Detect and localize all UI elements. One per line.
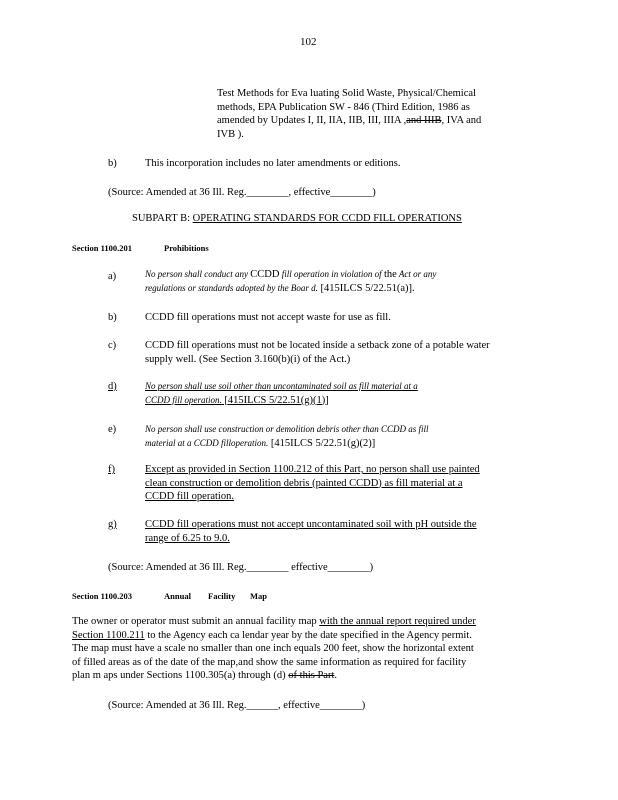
item-a-normal-1: CCDD [250,269,280,280]
item-b-top-label: b) [108,158,117,169]
item-d-label: d) [108,381,117,392]
intro-line-1: Test Methods for Eva luating Solid Waste, Physical/Chemical [217,88,476,99]
subpart-title: OPERATING STANDARDS FOR CCDD FILL OPERATIONS [192,213,462,224]
item-b-label: b) [108,312,117,323]
source-note-2: (Source: Amended at 36 Ill. Reg.________ effective________) [108,562,374,573]
section-203-number: Section 1100.203 [72,591,132,601]
para-line-1-underlined: with the annual report required under [319,616,476,627]
para-line-3: The map must have a scale no smaller than one inch equals 200 feet, show the horizontal extent [72,643,474,654]
intro-line-3b: , IVA and [441,115,482,126]
para-line-2b: to the Agency each ca lendar year by the date specified in the Agency permit. [144,629,472,641]
item-g-text [145,518,477,545]
para-line-5b: . [334,670,337,681]
intro-line-4: IVB ). [217,128,244,140]
item-e-text [145,423,429,450]
para-line-2-underlined: Section 1100.211 [72,629,145,641]
source-note-1: (Source: Amended at 36 Ill. Reg.________, effective________) [108,187,376,198]
item-d-italic-2: CCDD fill operation. [145,394,222,405]
item-a-italic-2: fill operation in violation of [279,269,384,279]
item-f-line-2: clean construction or demolition debris (painted CCDD) as fill material at a [145,477,463,489]
item-a-citation: [415ILCS 5/22.51(a)]. [317,282,415,294]
item-a-italic-1: No person shall conduct any [145,269,251,279]
item-c-line-2: supply well. (See Section 3.160(b)(i) of the Act.) [145,353,351,365]
section-203-title-2: Facility [208,591,236,601]
section-201-number: Section 1100.201 [72,243,132,253]
item-c-line-1: CCDD fill operations must not be located inside a setback zone of a potable water [145,340,490,351]
item-f-text [145,463,480,504]
item-a-normal-2: the [383,269,397,280]
deleted-text-of-this-part: of this Part [288,670,335,681]
deleted-text-iiib: and IIIB [406,115,442,126]
item-e-label: e) [108,424,117,435]
para-line-4: of filled areas as of the date of the map,and show the same information as required for facility [72,656,467,668]
source-note-3: (Source: Amended at 36 Ill. Reg.______, effective________) [108,700,366,711]
item-e-citation: [415ILCS 5/22.51(g)(2)] [268,437,376,449]
item-f-line-3: CCDD fill operation. [145,491,234,502]
section-201-title: Prohibitions [164,243,209,253]
page-number: 102 [300,36,317,48]
item-a-italic-4: regulations or standards adopted by the Boar d. [145,282,318,293]
item-a-label: a) [108,271,117,282]
item-g-label: g) [108,519,117,530]
item-e-line-1: No person shall use construction or demolition debris other than CCDD as fill [145,424,429,434]
para-line-1a: The owner or operator must submit an annual facility map [72,616,320,627]
subpart-prefix: SUBPART B: [132,213,193,224]
section-203-title-1: Annual [164,591,191,601]
item-b-top-text: This incorporation includes no later amendments or editions. [145,158,401,169]
item-d-text [145,380,418,407]
intro-line-3a: amended by Updates I, II, IIA, IIB, III, IIIA , [217,115,407,126]
intro-line-3 [217,114,481,128]
item-a-text [145,268,436,295]
section-203-title-3: Map [250,591,267,601]
item-c-text [145,339,490,366]
item-g-line-1: CCDD fill operations must not accept uncontaminated soil with pH outside the [145,519,477,530]
intro-paragraph [217,87,481,141]
para-line-5a: plan m aps under Sections 1100.305(a) through (d) [72,670,289,681]
item-a-italic-3: Act or any [396,269,437,279]
intro-line-2: methods, EPA Publication SW - 846 (Third Edition, 1986 as [217,101,470,113]
item-b-text: CCDD fill operations must not accept waste for use as fill. [145,312,391,323]
item-d-line-1: No person shall use soil other than uncontaminated soil as fill material at a [145,381,418,391]
item-c-label: c) [108,340,117,351]
item-e-italic-2: material at a CCDD filloperation. [145,437,269,448]
item-f-line-1: Except as provided in Section 1100.212 of this Part, no person shall use painted [145,464,480,475]
subpart-heading [132,212,462,226]
section-203-paragraph [72,615,476,683]
item-f-label: f) [108,464,115,475]
item-d-citation: [415ILCS 5/22.51(g)(1)] [221,394,329,406]
item-g-line-2: range of 6.25 to 9.0. [145,532,230,544]
